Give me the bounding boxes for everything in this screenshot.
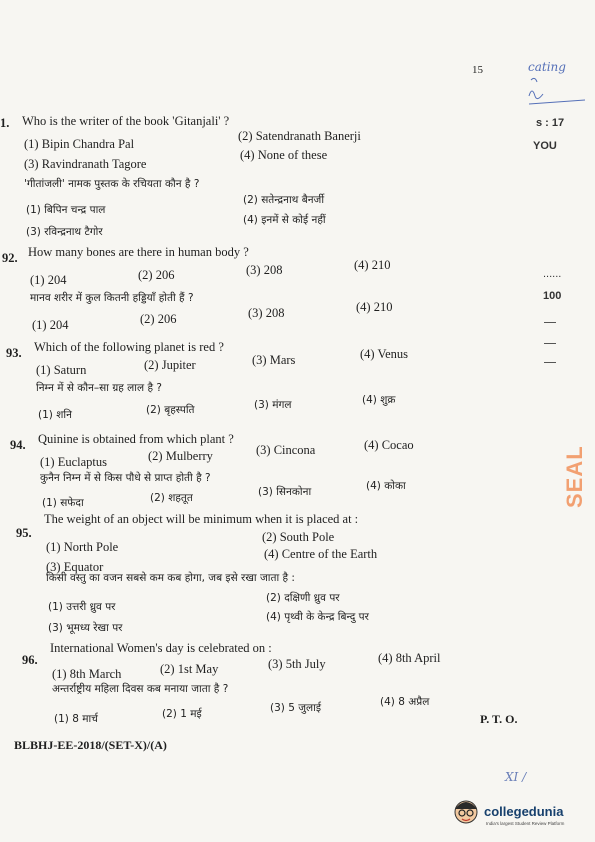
page-number: 15 xyxy=(472,64,483,76)
logo-name: collegedunia xyxy=(484,804,564,819)
question-number: 96. xyxy=(22,653,38,667)
question-text-hi: कुनैन निम्न में से किस पौधे से प्राप्त होती है ? xyxy=(40,472,211,484)
option-hi: (4) शुक्र xyxy=(362,394,396,406)
option-en: (4) 8th April xyxy=(378,651,441,665)
option-en: (2) Mulberry xyxy=(148,449,213,463)
you-label: YOU xyxy=(533,140,557,152)
option-en: (2) South Pole xyxy=(262,530,335,544)
option-en: (3) 5th July xyxy=(268,657,326,671)
question-number: 92. xyxy=(2,251,18,265)
handwritten-mark: XI / xyxy=(505,770,527,784)
margin-dash xyxy=(544,322,556,323)
option-hi: (4) कोका xyxy=(366,480,406,492)
option-hi: (1) 8 मार्च xyxy=(54,713,98,725)
option-en: (2) Jupiter xyxy=(144,358,196,372)
option-en: (1) 204 xyxy=(30,273,67,287)
option-en: (1) 8th March xyxy=(52,667,122,681)
question-text-en: Quinine is obtained from which plant ? xyxy=(38,432,234,446)
logo-tagline: India's largest Student Review Platform xyxy=(486,821,565,826)
handwritten-note: cating xyxy=(528,60,566,74)
question-text-en: Which of the following planet is red ? xyxy=(34,340,224,354)
option-en: (2) Satendranath Banerji xyxy=(238,129,361,143)
option-hi: (3) 5 जुलाई xyxy=(270,702,322,714)
option-en: (1) Saturn xyxy=(36,363,87,377)
option-hi: (1) शनि xyxy=(38,409,72,421)
option-hi: (1) बिपिन चन्द्र पाल xyxy=(26,204,106,216)
option-hi: (4) 8 अप्रैल xyxy=(380,696,430,708)
question-text-en: International Women's day is celebrated on : xyxy=(50,641,272,655)
option-hi: (3) सिनकोना xyxy=(258,486,312,498)
question-number: 94. xyxy=(10,438,26,452)
side-score: 100 xyxy=(543,290,562,302)
option-hi: (2) 1 मई xyxy=(162,708,202,720)
option-hi: (2) 206 xyxy=(140,312,177,326)
question-text-hi: अन्तर्राष्ट्रीय महिला दिवस कब मनाया जाता है ? xyxy=(52,683,229,695)
pto-label: P. T. O. xyxy=(480,712,518,726)
option-en: (1) Bipin Chandra Pal xyxy=(24,137,135,151)
question-number: 93. xyxy=(6,346,22,360)
question-number: 1. xyxy=(0,116,10,130)
option-hi: (2) बृहस्पति xyxy=(146,404,195,416)
question-text-en: How many bones are there in human body ? xyxy=(28,245,249,259)
option-hi: (3) 208 xyxy=(248,306,285,320)
question-text-en: The weight of an object will be minimum when it is placed at : xyxy=(44,512,359,526)
option-en: (1) Euclaptus xyxy=(40,455,107,469)
option-en: (2) 1st May xyxy=(160,662,219,676)
question-number: 95. xyxy=(16,526,32,540)
option-hi: (2) सतेन्द्रनाथ बैनर्जी xyxy=(243,194,325,206)
option-en: (3) Ravindranath Tagore xyxy=(24,157,147,171)
option-en: (1) North Pole xyxy=(46,540,119,554)
option-hi: (4) इनमें से कोई नहीं xyxy=(243,214,326,226)
question-text-hi: 'गीतांजली' नामक पुस्तक के रचियता कौन है ? xyxy=(24,178,200,190)
option-en: (4) None of these xyxy=(240,148,328,162)
option-hi: (1) 204 xyxy=(32,318,69,332)
option-en: (4) Cocao xyxy=(364,438,414,452)
option-en: (3) 208 xyxy=(246,263,283,277)
option-hi: (4) पृथ्वी के केन्द्र बिन्दु पर xyxy=(266,611,369,623)
option-hi: (4) 210 xyxy=(356,300,393,314)
margin-dash xyxy=(544,362,556,363)
option-hi: (3) मंगल xyxy=(254,399,292,411)
exam-code: BLBHJ-EE-2018/(SET-X)/(A) xyxy=(14,738,167,752)
marks-label: s : 17 xyxy=(536,117,565,129)
option-hi: (3) रविन्द्रनाथ टैगोर xyxy=(26,226,103,238)
option-en: (4) Venus xyxy=(360,347,409,361)
option-hi: (2) दक्षिणी ध्रुव पर xyxy=(266,592,340,604)
option-hi: (3) भूमध्य रेखा पर xyxy=(48,622,123,634)
mascot-icon xyxy=(452,797,480,827)
collegedunia-logo xyxy=(452,797,592,831)
option-en: (2) 206 xyxy=(138,268,175,282)
question-text-hi: निम्न में से कौन–सा ग्रह लाल है ? xyxy=(36,382,162,394)
option-hi: (2) शहतूत xyxy=(150,492,193,504)
question-text-en: Who is the writer of the book 'Gitanjali' ? xyxy=(22,114,230,128)
option-hi: (1) सफेदा xyxy=(42,497,84,509)
question-text-hi: मानव शरीर में कुल कितनी हड्डियाँ होती हैं ? xyxy=(30,292,194,304)
margin-dash xyxy=(544,343,556,344)
option-hi: (1) उत्तरी ध्रुव पर xyxy=(48,601,116,613)
question-text-hi: किसी वस्तु का वजन सबसे कम कब होगा, जब इसे रखा जाता है : xyxy=(46,572,295,584)
option-en: (4) 210 xyxy=(354,258,391,272)
option-en: (3) Cincona xyxy=(256,443,316,457)
handwriting-scribble-icon xyxy=(527,74,589,108)
seal-stamp: SEAL xyxy=(562,445,587,508)
side-dots: ...... xyxy=(543,268,562,280)
option-en: (4) Centre of the Earth xyxy=(264,547,378,561)
option-en: (3) Equator xyxy=(46,560,104,574)
option-en: (3) Mars xyxy=(252,353,296,367)
